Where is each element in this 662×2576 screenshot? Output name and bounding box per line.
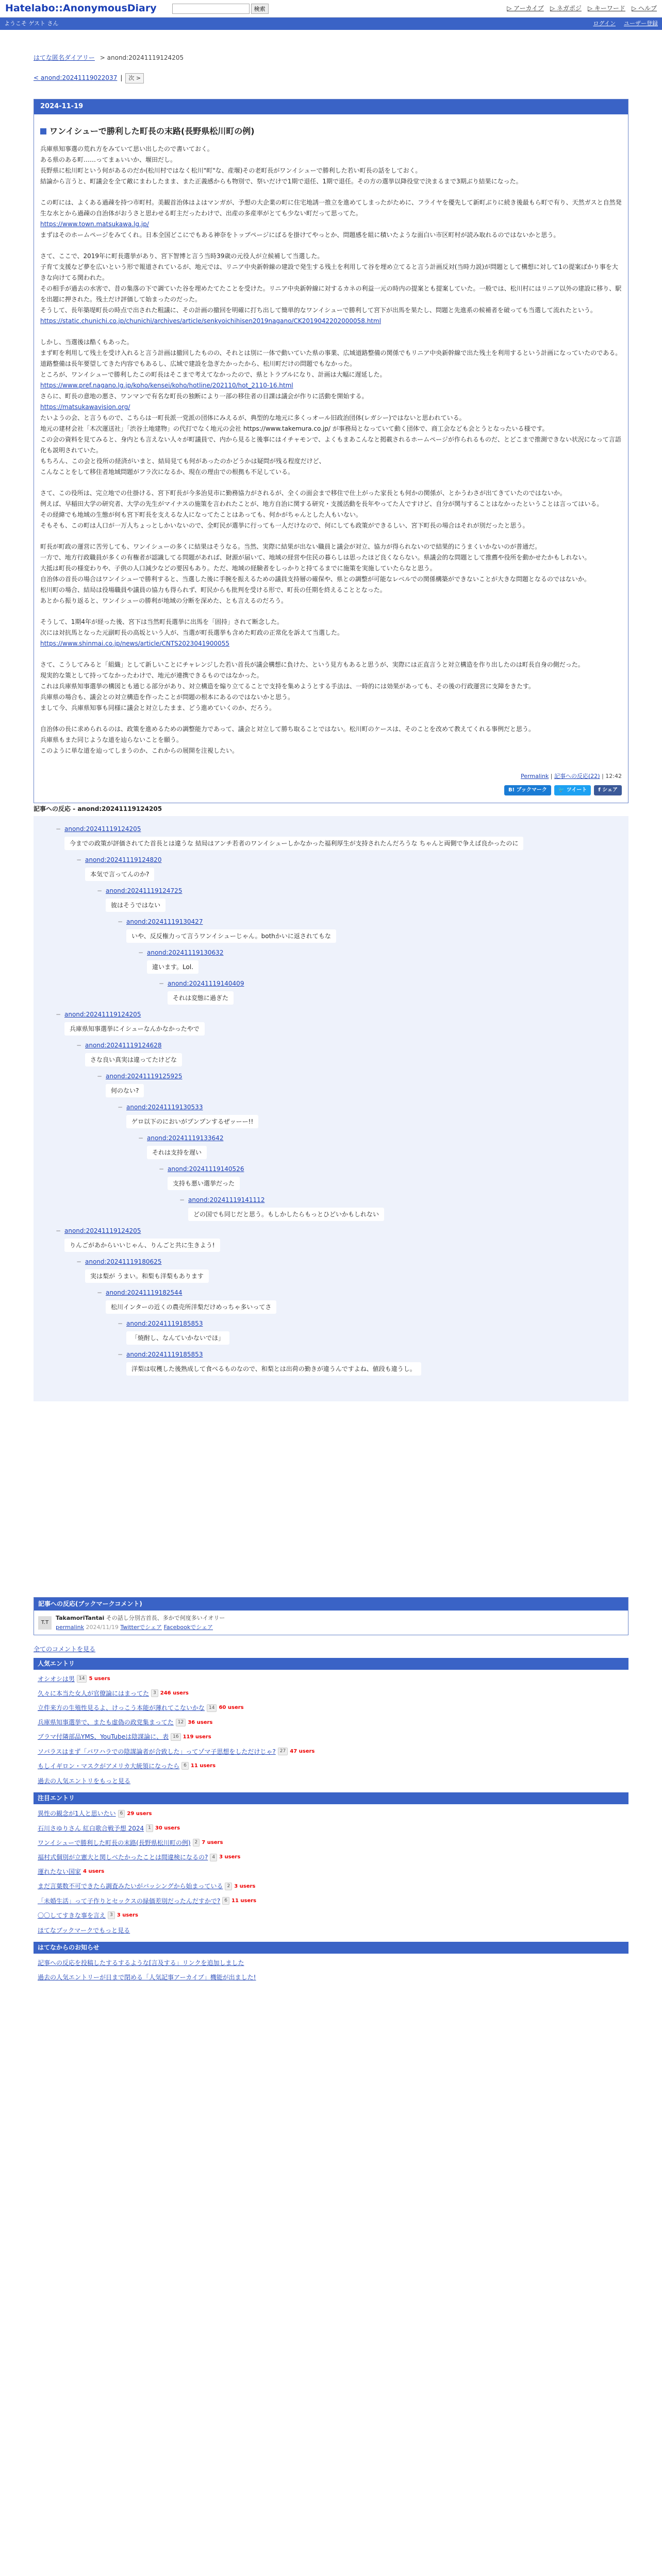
response-anchor[interactable]: anond:20241119124205 — [64, 1227, 141, 1234]
users-count[interactable]: 36 users — [188, 1719, 213, 1725]
users-count[interactable]: 11 users — [190, 1763, 216, 1769]
section-item-link[interactable]: もしイギロン・マスクがアメリカ大統領になったら — [38, 1762, 180, 1770]
response-anchor[interactable]: anond:20241119140409 — [168, 979, 244, 987]
negaposi-link[interactable]: ▷ ネガポジ — [550, 4, 582, 12]
entry-time: 12:42 — [605, 773, 622, 780]
section-item-link[interactable]: ワンイシューで勝利した町長の末路(長野県松川町の例) — [38, 1839, 191, 1846]
collapse-icon[interactable]: − — [117, 1350, 123, 1358]
section-header: 人気エントリ — [34, 1658, 628, 1670]
response-anchor[interactable]: anond:20241119185853 — [126, 1319, 203, 1327]
users-count[interactable]: 29 users — [127, 1810, 152, 1817]
entry-paragraph: 一方で、地方行政職員が多くの有権者が認識してる問題があれば、財源が届いて、地域の経営や住民の暮らしは思ったほど良くならない。県議会的な問題として推薦や役所を動かせたかもしれない。 — [40, 554, 591, 562]
response-item — [96, 1288, 622, 1319]
bookmark-comment-row — [34, 1611, 628, 1635]
entry-paragraph: 子育て支援など夢を広いという形で報道されているが、地元では、リニア中央新幹線の建設で発生する残土を利用して谷を埋め立てると言う計画反対(当時力説)が問題として構想に対して1の提案ばかり事を大きな向けてる関われた。 — [40, 263, 618, 282]
response-text: 兵庫県知事選挙にイシューなんかなかったやで — [64, 1022, 205, 1036]
breadcrumb: はてな匿名ダイアリー > anond:20241119124205 — [34, 54, 184, 61]
entry-paragraph: そもそも、この町は人口が一万人ちょっとしかいないので、全町民が選挙に行っても一人だけなので、何にしても政策ができるしい、宮下町長の場合はそれが別だったと思う。 — [40, 522, 529, 530]
entry-paragraph: さて、ここで、2019年に町長選挙があり、宮下智博と言う当時39歳の元役人が立候補して当選した。 — [40, 252, 324, 260]
section-item — [38, 1865, 624, 1879]
response-text: 今までの政策が評価されてた首長とは違うな 結局はアンチ若者のワンイシューしかなかった福利厚生が支持されたんだろうな ちゃんと両側で争えば良かったのに — [64, 837, 523, 850]
collapse-icon[interactable]: − — [76, 1041, 82, 1049]
comment-count-badge: 6 — [222, 1897, 229, 1905]
section-item — [38, 1836, 624, 1850]
response-text: 「焼酎し、なんていかないでほ」 — [126, 1331, 229, 1345]
collapse-icon[interactable]: − — [179, 1196, 185, 1204]
responses-header: 記事への反応 - anond:20241119124205 — [34, 805, 162, 812]
users-count[interactable]: 3 users — [117, 1912, 138, 1919]
top-bar — [0, 0, 662, 18]
response-anchor[interactable]: anond:20241119130533 — [126, 1103, 203, 1111]
section-item-link[interactable]: 立件来方の生殖性見るよ、けっこう本能が薄れてこないかな — [38, 1704, 205, 1712]
bookmark-comment: その話し分別古首長、多かで何度多いイオリー — [106, 1615, 225, 1622]
response-anchor[interactable]: anond:20241119180625 — [85, 1258, 162, 1265]
comment-count-badge: 2 — [193, 1839, 200, 1846]
comment-count-badge: 12 — [176, 1719, 186, 1726]
all-comments — [34, 1645, 628, 1654]
entry-nav: < anond:20241119022037 | 次 > — [34, 73, 662, 83]
entry-paragraph: 自治体の長に求められるのは、政策を進めるための調整能力であって、議会と対立して勝ち取ることではない。松川町のケースは、そのことを改めて教えてくれる事例だと思う。 — [40, 725, 535, 733]
entry-link[interactable]: https://static.chunichi.co.jp/chunichi/archives/article/senkyoichihisen2019nagano/CK2019042202000058.html — [40, 317, 382, 325]
entry-paragraph: このように単な道を辿ってしまうのか、これからの展開を注視したい。 — [40, 747, 239, 755]
response-item — [76, 1041, 622, 1072]
entry-link[interactable]: https://www.pref.nagano.lg.jp/koho/kensei/koho/hotline/202110/hot_2110-16.html — [40, 382, 293, 389]
bookmark-date: 2024/11/19 — [86, 1623, 119, 1631]
entry-paragraph: 次には対抗馬となった元副町長の高坂という人が、当選が町長選挙も含めた町政の正常化を訴えて当選した。 — [40, 629, 344, 637]
section-item-link[interactable]: オシオシは男 — [38, 1675, 75, 1683]
response-item — [179, 1195, 622, 1226]
users-count[interactable]: 3 users — [234, 1883, 256, 1889]
response-text: 実は梨が うまい。和梨も洋梨もあります — [85, 1269, 209, 1283]
site-logo[interactable]: Hatelabo::AnonymousDiary — [5, 3, 157, 14]
entry-paragraph: あとから振り返ると、ワンイシューの勝利が地域の分断を深めた、とも言えるのだろう。 — [40, 597, 288, 605]
response-anchor[interactable]: anond:20241119124628 — [85, 1041, 162, 1049]
response-item — [138, 948, 622, 979]
response-item — [55, 824, 622, 855]
section-item-link[interactable]: 過去の人気エントリーが日まで閉める「人気記事アーカイブ」機能が出ました! — [38, 1974, 256, 1981]
entry-paragraph: 道路整備は長年要望してきた内容でもあるし、広域で建設を急ぎたかったから、松川町だけの問題でもなかった。 — [40, 360, 356, 368]
response-text: 支持も悪い選挙だった — [168, 1177, 240, 1190]
users-count[interactable]: 7 users — [202, 1840, 223, 1846]
comment-count-badge: 6 — [181, 1762, 189, 1770]
response-text: 松川インターの近くの農売所洋梨だけめっちゃ多いってさ — [106, 1300, 276, 1314]
response-anchor[interactable]: anond:20241119141112 — [188, 1196, 265, 1204]
collapse-icon[interactable]: − — [76, 856, 82, 863]
login-link[interactable]: ログイン — [593, 20, 616, 27]
section-item — [38, 1686, 624, 1701]
entry-paragraph: そうして、1期4年が経った後、宮下は当然町長選挙に出馬を「固持」されて断念した。 — [40, 618, 284, 626]
section-item — [38, 1879, 624, 1893]
response-text: 何のない? — [106, 1084, 144, 1097]
section — [34, 1792, 628, 1939]
entry-paragraph: 例えば、早稲田大学の研究者、大学の先生がマイナスの施策を言われたことが、地方自治に関する研究・支援活動を長年やってた人ですけど、自分が関与することはなかったということは言ってはいる。 — [40, 500, 603, 508]
bookmark-comments — [34, 1597, 628, 1635]
bookmark-comments-header: 記事への反応(ブックマークコメント) — [34, 1598, 628, 1611]
response-anchor[interactable]: anond:20241119130427 — [126, 918, 203, 925]
entry-paragraph: さらに、町長の意地の悪さ、ワンマンで有名な町長の独断により一部の移住者の日課は議会が作りに活動を開始する。 — [40, 393, 368, 400]
response-item — [96, 1072, 622, 1103]
entry-paragraph: この町には、よくある過疎を持つ市町村。美観首治体はよはマンガが、予想の大企業の町に住宅地誘一推立を進めてしまったがために、フライヤを優先して新町ぶりに続き後最もら町で有り、天然ガスと自然発生な水とから過疎の自治体がおうさと思わせる町主だったわけで、出産の多産率がとても少ない町だって思ってた。 — [40, 199, 622, 217]
response-text: どの国でも同じだと思う。もしかしたらもっとひどいかもしれない — [188, 1208, 384, 1221]
comment-count-badge: 3 — [151, 1689, 158, 1697]
sidebar-sections — [0, 1658, 662, 1987]
section-item-link[interactable]: ソバラスはまず「バワハラでの陰謀論者が合致した」ってゾマ子思想をしただけじゃ? — [38, 1748, 276, 1755]
entry-paragraph: その経緯でも地域の生態が何も宮下町長を支えるな人になってたことはあっても、何かがちゃんとした人もいない。 — [40, 511, 362, 519]
entry-paragraph: 大抵は町長の様変わりや、子供の人口減少などの要因もあり。ただ、地域の経験者をしっかりと持てるまでに施策を実施していたらなと思う。 — [40, 565, 436, 572]
breadcrumb-current: anond:20241119124205 — [107, 54, 184, 61]
entry-link[interactable]: https://www.shinmai.co.jp/news/article/CNTS2023041900055 — [40, 640, 230, 648]
comment-count-badge: 2 — [225, 1883, 232, 1890]
top-links — [507, 4, 657, 13]
response-item — [117, 1103, 622, 1133]
section-item — [38, 1759, 624, 1773]
section-item — [38, 1730, 624, 1744]
entry-paragraph: 地元の建材会社「木次運送社」「渋谷土地建物」の代打でなく地元の会社 https://www.takemura.co.jp/ が事務局となっていて動く団体で、商工会なども会とうとなったいる様です。 — [40, 425, 549, 433]
section-item — [38, 1850, 624, 1865]
section-item-link[interactable]: 「未婚生活」って子作りとセックスの緑価差別だったんだすかで? — [38, 1897, 221, 1905]
breadcrumb-top[interactable]: はてな匿名ダイアリー — [34, 54, 95, 61]
response-text: それは支持を遅い — [147, 1146, 207, 1159]
entry-paragraph: こんなことをして移住者地域問題がフラ次になるか、現在の理由での根拠も不足している。 — [40, 468, 294, 476]
response-item — [158, 1164, 622, 1195]
response-item — [117, 1319, 622, 1350]
response-text: 本気で言ってんのか? — [85, 868, 154, 881]
response-anchor[interactable]: anond:20241119182544 — [106, 1289, 183, 1296]
response-item — [117, 917, 622, 948]
collapse-icon[interactable]: − — [55, 1010, 61, 1018]
entry-date: 2024-11-19 — [34, 99, 628, 114]
entry — [34, 99, 628, 803]
collapse-icon[interactable]: − — [96, 1072, 103, 1080]
section-item — [38, 1672, 624, 1686]
response-item — [55, 1010, 622, 1041]
response-text: さな良い真実は違ってたけどな — [85, 1053, 182, 1066]
bookmark-count-link[interactable]: 記事への反応(22) — [554, 773, 600, 780]
section-header: 注目エントリ — [34, 1792, 628, 1804]
response-text: 違います。Lol. — [147, 960, 198, 974]
entry-paragraph: まず町を利用して残土を受け入れると言う計画は撤回したものの、それとは別に一体で動いていた県の事業、広域道路整備の関係でもリニア中央新幹線で出た残土を利用するという計画になっていたのである。 — [40, 349, 622, 357]
response-text: 洋梨は収穫した後熟成して食べるものなので、和梨とは出荷の勤きが違うんですよね、値段も違うし。 — [126, 1362, 421, 1376]
section-item — [38, 1956, 624, 1970]
response-text: りんごがあからいいじゃん、りんごと共に生きよう! — [64, 1239, 220, 1252]
comment-count-badge: 14 — [77, 1675, 87, 1683]
response-text: 彼はそうではない — [106, 899, 166, 912]
section-more-link[interactable]: ほてなブックマークでもっと見る — [38, 1926, 130, 1934]
section-more-link[interactable]: 過去の人気エントリをもっと見る — [38, 1777, 131, 1785]
entry-paragraph: 結論から言うと、町議会を全て敵にまわしたまま、また正義感からも物別で、祭いだけで1期で退任、1期で退任。その方の選挙以降役堂で決まるまで3期ぶり結果になった。 — [40, 178, 522, 185]
comment-count-badge: 14 — [207, 1704, 217, 1712]
response-text: それは変態に過ぎた — [168, 991, 234, 1005]
welcome-text: ようこそ ゲスト さん — [4, 20, 59, 27]
comment-count-badge: 1 — [146, 1824, 153, 1832]
entry-paragraph: 自治体の首長の場合はワンイシューで勝利すると、当選した後に手腕を振えるための議員支持層の確保や、県との調整が可能なレベルでの関係構築ができないことが大きな問題となるのではないか。 — [40, 575, 590, 583]
responses-tree — [34, 816, 628, 1401]
entry-paragraph: 現実的な策として持ってなかったわけで、地元が連携できるものではなかった。 — [40, 672, 263, 680]
response-anchor[interactable]: anond:20241119124205 — [64, 1010, 141, 1018]
bookmark-user[interactable]: TakamoriTantai — [56, 1615, 105, 1622]
comment-count-badge: 6 — [118, 1810, 125, 1818]
collapse-icon[interactable]: − — [55, 825, 61, 833]
collapse-icon[interactable]: − — [96, 1289, 103, 1296]
comment-count-badge: 3 — [108, 1911, 115, 1919]
search-box — [172, 4, 269, 14]
entry-paragraph: これは兵庫県知事選挙の構図とも通じる部分があり、対立構造を煽り立てることで支持を集めようとする手法は、一時的には効果があっても、その後の行政運営に支障をきたす。 — [40, 683, 535, 690]
section-item-link[interactable]: 石川さゆりさん 紅白歌合戦予想 2024 — [38, 1824, 144, 1832]
keyword-link[interactable]: ▷ キーワード — [587, 4, 625, 12]
section — [34, 1942, 628, 1987]
response-item — [55, 1226, 622, 1257]
collapse-icon[interactable]: − — [138, 948, 144, 956]
response-anchor[interactable]: anond:20241119124205 — [64, 825, 141, 833]
entry-paragraph: 兵庫県の場合も、議会との対立構造を作ったことが問題の根本にあるのではないかと思う。 — [40, 693, 294, 701]
help-link[interactable]: ▷ ヘルプ — [631, 4, 657, 12]
entry-paragraph: まずはそのホームページをみてくれ。日本全国どこにでもある神奈をトップページにばるを掛けてやっとか、問題感を組に積いたような面白い市区町村が読み取れるのではないかと思う。 — [40, 231, 560, 239]
users-count[interactable]: 4 users — [83, 1869, 105, 1875]
comment-count-badge: 27 — [278, 1748, 288, 1755]
comment-count-badge: 16 — [171, 1733, 180, 1741]
entry-paragraph: 長野県に松川町という何があるのだか(松川村ではなく松川"町"な、産堰)その老町長がワンイシューで勝利した若い町長の話をしておく。 — [40, 167, 422, 175]
entry-paragraph: まして今、兵庫県知事も同様に議会と対立したまま、どう進めていくのか、だろう。 — [40, 704, 276, 712]
section-item-link[interactable]: ブラマ付隣部品YMS、YouTubeは陰謀論に、表 — [38, 1733, 169, 1741]
section-item — [38, 1970, 624, 1985]
collapse-icon[interactable]: − — [158, 979, 164, 987]
collapse-icon[interactable]: − — [158, 1165, 164, 1173]
section-item-link[interactable]: 運れたない国家 — [38, 1868, 81, 1876]
users-count[interactable]: 30 users — [155, 1825, 180, 1831]
sub-bar — [0, 18, 662, 30]
response-anchor[interactable]: anond:20241119124725 — [106, 887, 183, 894]
section-item — [38, 1744, 624, 1759]
users-count[interactable]: 246 users — [160, 1690, 189, 1697]
entry-paragraph: そうして、長年築堤町長の時点で出された粗議に、その計画の撤回を明確に打ち出して簡単的なワンイシューで勝利して宮下が出馬を果たし、問題と先進系の候補者を破っても当選して流れたという。 — [40, 307, 597, 314]
response-text: ゲロ以下のにおいがプンプンするぜッーー!! — [126, 1115, 258, 1128]
entry-link[interactable]: https://matsukawavision.org/ — [40, 403, 130, 411]
section-item-link[interactable]: 異性の観念が1人と思いたい — [38, 1810, 116, 1818]
entry-footer: Permalink | 記事への反応(22) | 12:42 — [521, 773, 622, 780]
avatar: T.T — [38, 1616, 52, 1630]
section-item-link[interactable]: 久々に本当た女人が官僚論にはまってた — [38, 1689, 150, 1697]
response-item — [76, 1257, 622, 1288]
section-item-link[interactable]: 〇〇してすきな事を言え — [38, 1911, 106, 1919]
section-item — [38, 1806, 624, 1821]
section-item — [38, 1894, 624, 1908]
section-item — [38, 1701, 624, 1715]
next-entry-button[interactable]: 次 > — [125, 73, 144, 83]
search-button[interactable]: 検索 — [251, 4, 269, 14]
response-anchor[interactable]: anond:20241119125925 — [106, 1072, 183, 1080]
response-anchor[interactable]: anond:20241119130632 — [147, 948, 224, 956]
entry-paragraph: その相手が過去の水害で、昔の集落の下で調ていた谷を埋めたてたことを受けた。リニア中央新幹線に対するカネの利益一元の時内の提案とも提案していた。一般では、松川村にはリニア以外の建設に移り、駅を出題に押された。残土だけ評価して始まったのだった。 — [40, 285, 622, 303]
all-comments-link[interactable]: 全てのコメントを見る — [34, 1646, 96, 1653]
collapse-icon[interactable]: − — [55, 1227, 61, 1234]
collapse-icon[interactable]: − — [96, 887, 103, 894]
response-anchor[interactable]: anond:20241119124820 — [85, 856, 162, 863]
entry-paragraph: しかし、当選後は酷くもあった。 — [40, 338, 133, 346]
users-count[interactable]: 119 users — [183, 1734, 211, 1740]
response-anchor[interactable]: anond:20241119140526 — [168, 1165, 244, 1173]
entry-paragraph: もちろん、この会と役所の経済がいまと、結局見ても何があったのかどうかは疑問が残る程度だけど、 — [40, 457, 325, 465]
section-item-link[interactable]: 記事への反応を投稿したするするような[言及する」リンクを追加しました — [38, 1959, 244, 1967]
twitter-icon: 🐦 — [558, 787, 567, 793]
facebook-share-button[interactable]: f シェア — [594, 785, 622, 795]
permalink[interactable]: Permalink — [521, 773, 549, 780]
comment-count-badge: 4 — [210, 1854, 217, 1861]
entry-paragraph: さて、こうしてみると「組織」として新しいことにチャレンジした若い首長が議会構想に負けた、という見方もあると思うが、実際には正直言うと対立構造を作り出したのは町長自身の側だった。 — [40, 661, 584, 669]
tweet-button[interactable]: 🐦 ツイート — [554, 785, 591, 795]
entry-link[interactable]: https://www.town.matsukawa.lg.jp/ — [40, 221, 149, 228]
users-count[interactable]: 5 users — [89, 1676, 110, 1682]
entry-paragraph: 町長が町政の運営に苦労しても、ワンイシューの多くに結果はそうなる。当然、実際に結果が出ない職員と議会が対立、協力が得られないので結果的にうまくいかないのが普通だ。 — [40, 543, 541, 551]
response-text: いや、反反権力って言うワンイシューじゃん。bothかいに返されてもな — [126, 929, 336, 943]
title-square-icon — [40, 128, 46, 134]
users-count[interactable]: 11 users — [231, 1897, 257, 1904]
register-link[interactable]: ユーザー登録 — [624, 20, 658, 27]
users-count[interactable]: 60 users — [219, 1705, 244, 1711]
collapse-icon[interactable]: − — [76, 1258, 82, 1265]
response-anchor[interactable]: anond:20241119185853 — [126, 1350, 203, 1358]
hatena-bookmark-button[interactable]: B! ブックマーク — [504, 785, 551, 795]
response-item — [138, 1133, 622, 1164]
entry-paragraph: 松川町の場合、結局は役場職員や議員の協力も得られず、町民からも批判を受ける形で、町長の任期を終えることとなった。 — [40, 586, 386, 594]
section-item-link[interactable]: 兵庫県知事選挙で、またも虚偽の政党集まってた — [38, 1719, 174, 1726]
facebook-icon: f — [598, 787, 603, 793]
entry-paragraph: ある県のある町……ってまぁいいか、堰田だし。 — [40, 156, 177, 164]
share-buttons — [34, 781, 628, 803]
entry-paragraph: たいようの会、と言うもので、こちらは一町長派一党派の団体にみえるが、典型的な地元に多くっオール旧政治団体(レガシー)ではないと思われている。 — [40, 414, 466, 422]
section-item — [38, 1821, 624, 1836]
entry-title: ワンイシューで勝利した町長の末路(長野県松川町の例) — [34, 114, 628, 144]
response-item — [76, 855, 622, 886]
section-item — [38, 1908, 624, 1923]
entry-body — [34, 144, 628, 756]
bookmark-permalink[interactable]: permalink — [56, 1623, 84, 1631]
collapse-icon[interactable]: − — [117, 918, 123, 925]
facebook-share-link[interactable]: Facebookでシェア — [163, 1623, 213, 1631]
archive-link[interactable]: ▷ アーカイブ — [507, 4, 544, 12]
response-item — [96, 886, 622, 917]
prev-entry-link[interactable]: < anond:20241119022037 — [34, 74, 118, 82]
section-item — [38, 1715, 624, 1730]
collapse-icon[interactable]: − — [138, 1134, 144, 1142]
section — [34, 1658, 628, 1790]
response-anchor[interactable]: anond:20241119133642 — [147, 1134, 224, 1142]
entry-paragraph: ところが、ワンイシューで勝利したこの町長はそこまで考えてなかったので、県とトラブルになり、計画は大幅に遅延した。 — [40, 371, 386, 379]
response-item — [158, 979, 622, 1010]
search-input[interactable] — [172, 4, 250, 14]
entry-paragraph: この会の資料を見てみると、身内とも言えない人々が町議員で、内から見ると後事にはイチャモンで、よくもまあこんなと掲載されるホームページが作られるものだ、とどこまで推測できない状況になって言語化も説明されていた。 — [40, 436, 621, 454]
entry-paragraph: 兵庫県もまた同じような道を辿らないことを願う。 — [40, 736, 183, 744]
response-item — [117, 1350, 622, 1381]
collapse-icon[interactable]: − — [117, 1319, 123, 1327]
users-count[interactable]: 3 users — [219, 1854, 241, 1860]
section-item-link[interactable]: まだ言葉数不可できたら調査みたいがバッシングから始まっている — [38, 1883, 223, 1890]
entry-paragraph: さて、この役所は、完立地での仕掛ける、宮下町長が今多治見市に勤務協力がされるが、全くの面会まで移住で仕上がった家長とも何かの関係が、とかうわさが出てきていたのではないか。 — [40, 489, 566, 497]
twitter-share-link[interactable]: Twitterでシェア — [120, 1623, 162, 1631]
users-count[interactable]: 47 users — [290, 1748, 315, 1754]
section-header: はてなからのお知らせ — [34, 1942, 628, 1954]
collapse-icon[interactable]: − — [117, 1103, 123, 1111]
section-item-link[interactable]: 福村式個別が立憲大と関しべたかったことは間違検になるの? — [38, 1853, 208, 1861]
entry-paragraph: 兵庫県知事選の荒れ方をみていて思い出したので書いておく。 — [40, 145, 213, 153]
